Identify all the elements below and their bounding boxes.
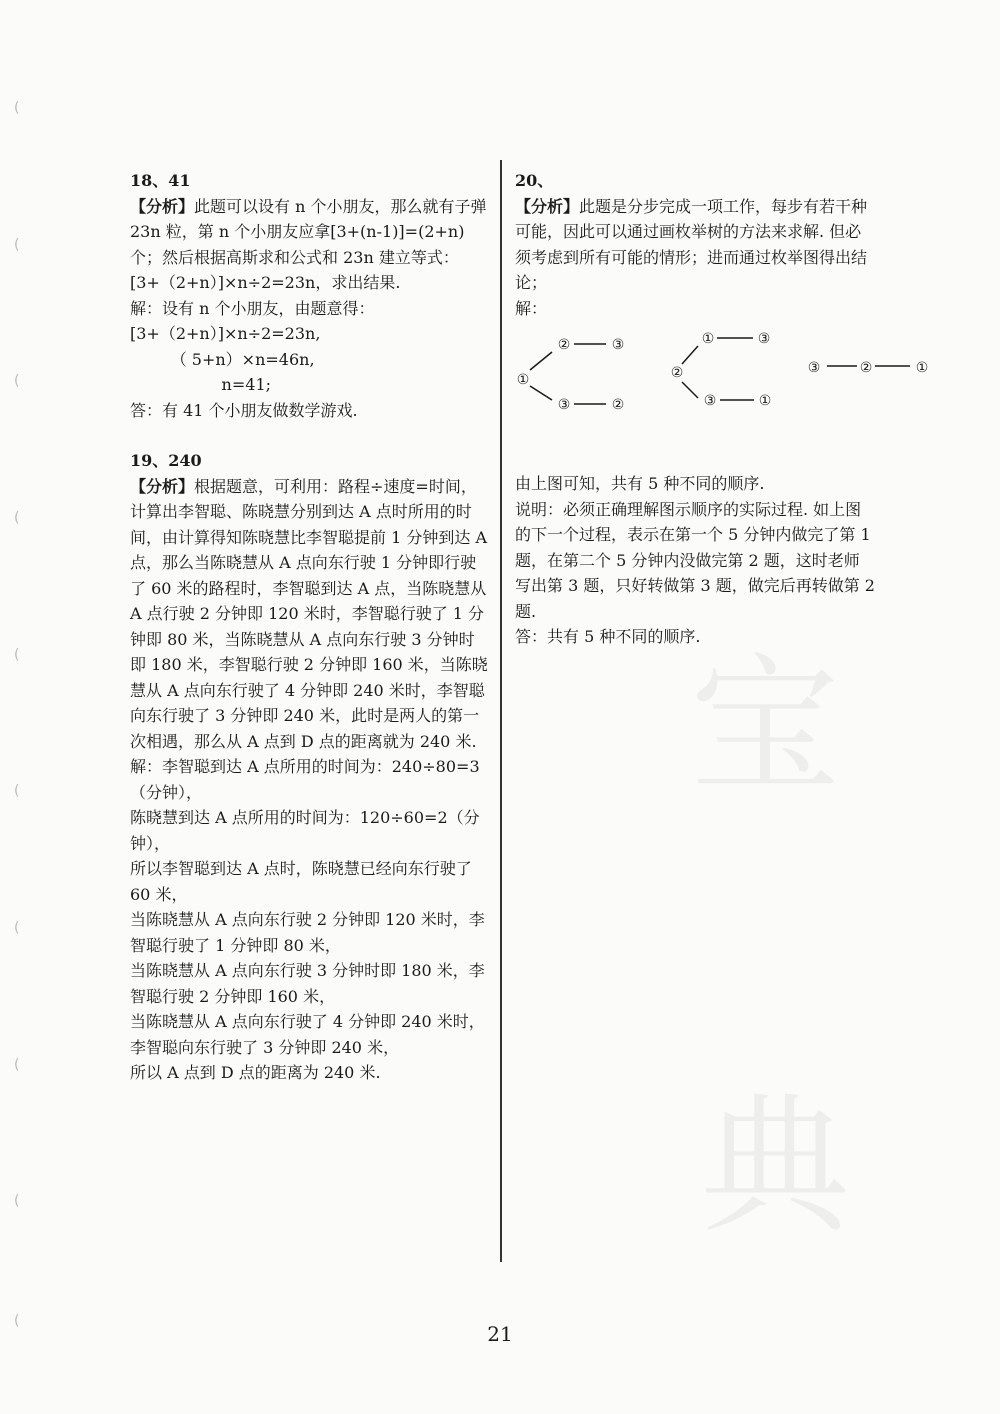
analysis-text: 此题可以设有 n 个小朋友，那么就有子弹 23n 粒，第 n 个小朋友应拿[3+(n-1)]=(2+n)个；然后根据高斯求和公式和 23n 建立等式：[3+（2+n）]×n÷2=23n，求出结果. [130, 196, 492, 292]
q18-solution-line: 解：设有 n 个小朋友，由题意得： [130, 298, 375, 318]
binder-hole-mark: ( [14, 373, 20, 389]
column-divider [500, 160, 502, 1262]
q20-conclusion-line: 由上图可知，共有 5 种不同的顺序. [515, 474, 765, 493]
watermark-glyph: 典 [700, 1080, 851, 1254]
chain-node: ② [859, 360, 873, 376]
q18-solution-line: n=41; [130, 375, 272, 394]
q20-note: 说明：必须正确理解图示顺序的实际过程. 如上图的下一个过程，表示在第一个 5 分钟内做完了第 1 题，在第二个 5 分钟内没做完第 2 题，这时老师写出第 3 题，只好转做第 3 题，做完后再转做第 2 题. [515, 499, 881, 621]
q20-answer: 答：共有 5 种不同的顺序. [515, 627, 701, 646]
q19-solution-line: 所以 A 点到 D 点的距离为 240 米. [130, 1063, 381, 1082]
binder-hole-mark: ( [14, 647, 20, 663]
analysis-tag: 【分析】 [130, 476, 195, 496]
tree-node: ① [701, 331, 715, 347]
page-number: 21 [487, 1322, 513, 1346]
binder-hole-mark: ( [14, 1057, 20, 1073]
q19-analysis [130, 474, 493, 755]
q18-analysis [130, 194, 490, 296]
tree-node: ③ [703, 393, 717, 409]
chain-node: ③ [807, 360, 821, 376]
q19-heading: 19、240 [130, 451, 202, 470]
q19-solution-line: 所以李智聪到达 A 点时，陈晓慧已经向东行驶了 60 米， [130, 859, 477, 904]
binder-hole-mark: ( [14, 783, 20, 799]
watermark-glyph: 宝 [690, 640, 841, 814]
binder-hole-mark: ( [14, 237, 20, 253]
tree-edge [682, 346, 698, 364]
q18-answer: 答：有 41 个小朋友做数学游戏. [130, 400, 358, 420]
analysis-tag: 【分析】 [130, 196, 195, 216]
q18-solution-line: （ 5+n）×n=46n, [130, 349, 315, 369]
q19-solution-line: 解：李智聪到达 A 点所用的时间为：240÷80=3（分钟）， [130, 757, 480, 802]
binder-hole-mark: ( [14, 920, 20, 936]
tree-edge [530, 386, 552, 400]
q18-solution-line: [3+（2+n）]×n÷2=23n, [130, 324, 321, 343]
tree-node: ② [611, 397, 625, 413]
binder-hole-mark: ( [14, 510, 20, 526]
tree-node: ② [670, 365, 684, 381]
tree-node: ① [516, 372, 530, 388]
tree-node: ③ [611, 337, 625, 353]
chain-node: ① [915, 360, 929, 376]
q18-heading: 18、41 [130, 171, 191, 190]
analysis-text: 此题是分步完成一项工作，每步有若干种可能，因此可以通过画枚举树的方法来求解. 但必须考虑到所有可能的情形；进而通过枚举图得出结论； [515, 196, 868, 292]
tree-node: ② [557, 337, 571, 353]
q20-analysis [515, 194, 875, 296]
analysis-text: 根据题意，可利用：路程÷速度=时间，计算出李智聪、陈晓慧分别到达 A 点时所用的时间，由计算得知陈晓慧比李智聪提前 1 分钟到达 A 点，那么当陈晓慧从 A 点向东行驶 1 分钟即行驶了 60 米的路程时，李智聪到达 A 点，当陈晓慧从 A 点行驶 2 分钟即 120 米时，李智聪行驶了 1 分钟即 80 米，当陈晓慧从 A 点向东行驶 3 分钟时即 180 米，李智聪行驶 2 分钟即 160 米，当陈晓慧从 A 点向东行驶了 4 分钟即 240 米时，李智聪向东行驶了 3 分钟即 240 米，此时是两人的第一次相遇，那么从 A 点到 D 点的距离就为 240 米. [130, 476, 493, 751]
q19-solution-line: 当陈晓慧从 A 点向东行驶 3 分钟时即 180 米，李智聪行驶 2 分钟即 160 米， [130, 961, 485, 1006]
tree-node: ① [758, 393, 772, 409]
binder-hole-mark: ( [14, 1193, 20, 1209]
left-column [130, 168, 493, 1086]
q20-solution-label: 解： [515, 298, 548, 318]
tree-edge [682, 382, 698, 398]
binder-hole-mark: ( [14, 100, 20, 116]
q19-solution-line: 陈晓慧到达 A 点所用的时间为：120÷60=2（分钟）， [130, 808, 480, 853]
tree-node: ③ [757, 331, 771, 347]
tree-edge [530, 352, 552, 370]
tree-node: ③ [557, 397, 571, 413]
q20-heading: 20、 [515, 171, 554, 190]
q19-solution-line: 当陈晓慧从 A 点向东行驶了 4 分钟即 240 米时，李智聪向东行驶了 3 分钟即 240 米， [130, 1012, 485, 1057]
enumeration-tree-diagram [510, 322, 940, 422]
q19-solution-line: 当陈晓慧从 A 点向东行驶 2 分钟即 120 米时，李智聪行驶了 1 分钟即 80 米， [130, 910, 485, 955]
binder-hole-mark: ( [14, 1313, 20, 1329]
analysis-tag: 【分析】 [515, 196, 580, 216]
